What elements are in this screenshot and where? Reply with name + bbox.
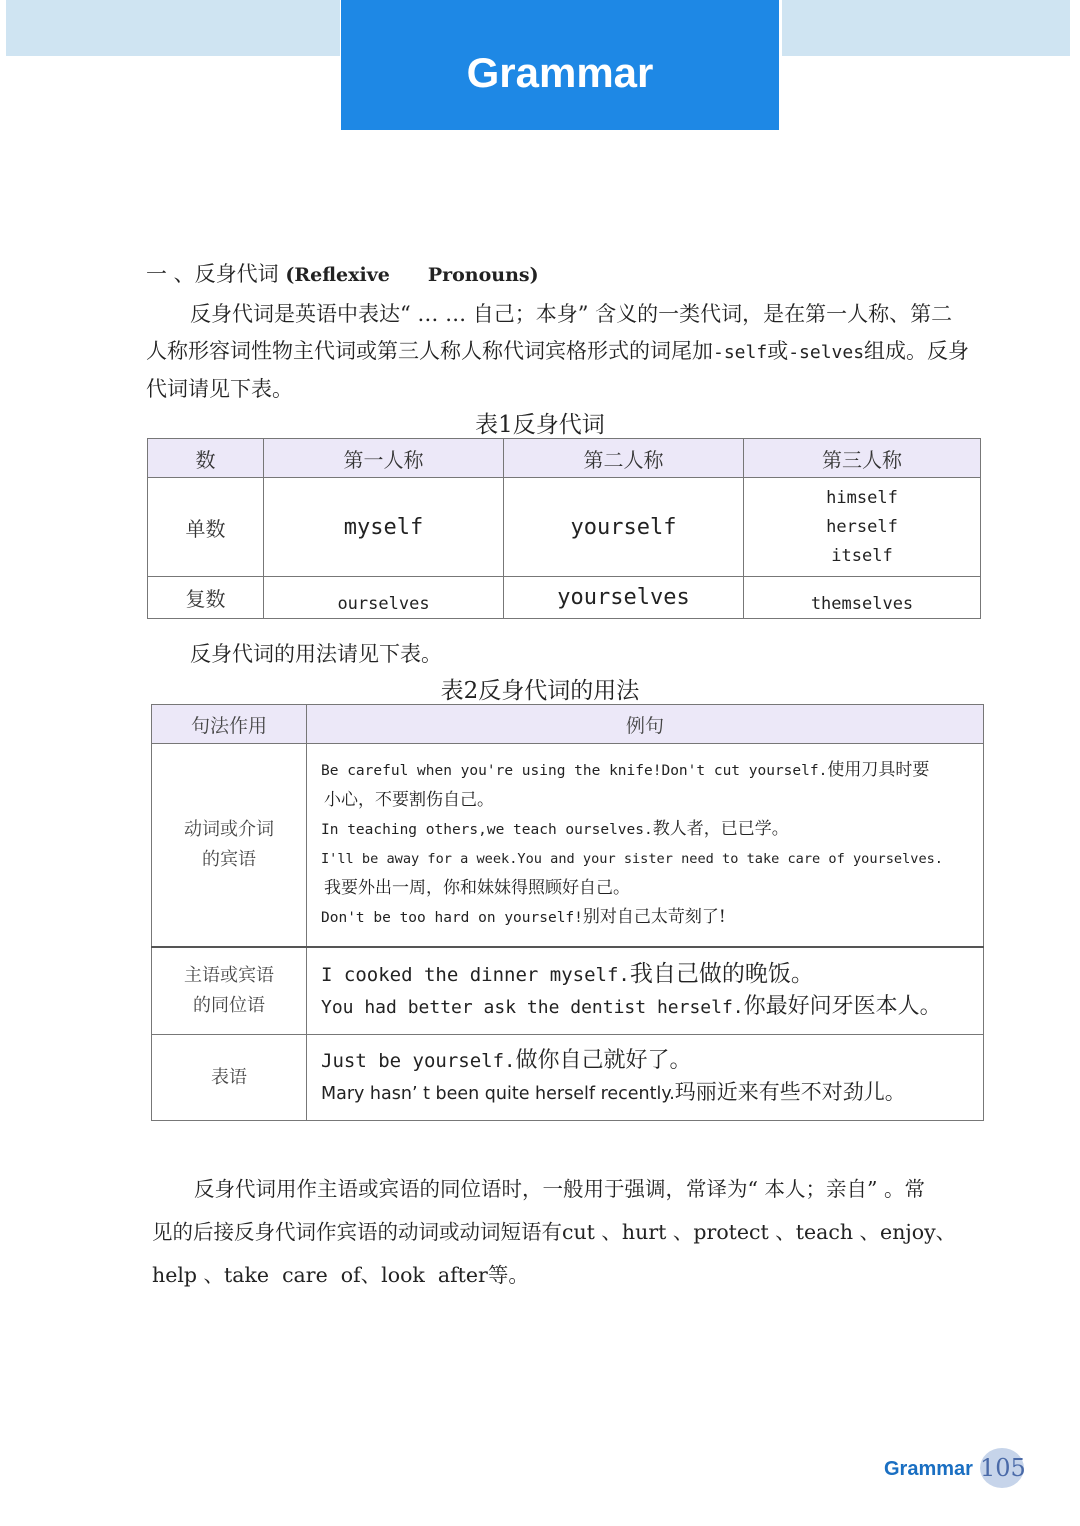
- example-en: In teaching others,we teach ourselves.: [321, 822, 653, 839]
- example-en: Just be yourself.: [321, 1050, 516, 1072]
- usage-examples-predicative: [307, 1035, 984, 1121]
- usage-role-object: [152, 744, 307, 947]
- table-header-cell: 第三人称: [744, 439, 981, 478]
- example-sentence: I'll be away for a week.You and your sister need to take care of yourselves.: [321, 851, 943, 868]
- intro-suffix-selves: -selves: [788, 342, 865, 363]
- intro-line-1: 反身代词是英语中表达“ … … 自己；本身” 含义的一类代词，是在第一人称、第二: [190, 302, 953, 326]
- table-cell: myself: [264, 478, 504, 577]
- footer-label: Grammar: [884, 1458, 973, 1480]
- table-row: [148, 478, 981, 577]
- header-band-right: [782, 0, 1070, 56]
- table-cell: yourself: [504, 478, 744, 577]
- row-label-plural: 复数: [148, 577, 264, 619]
- table-row: [152, 947, 984, 1035]
- example-zh: 玛丽近来有些不对劲儿。: [674, 1080, 906, 1104]
- example-zh: 你最好问牙医本人。: [743, 993, 942, 1019]
- example-sentence: [321, 991, 983, 1023]
- intro-or: 或: [767, 339, 789, 363]
- intro-line-2: [146, 333, 984, 371]
- example-zh: 我自己做的晚饭。: [629, 960, 814, 987]
- table-row: [152, 744, 984, 947]
- section-heading-zh: 一 、反身代词: [146, 262, 279, 286]
- table1-caption: 表1反身代词: [475, 412, 605, 438]
- example-en: You had better ask the dentist herself.: [321, 996, 744, 1018]
- usage-examples-object: [307, 744, 984, 947]
- table-header-row: [148, 439, 981, 478]
- example-en: Be careful when you're using the knife!Don't cut yourself.: [321, 763, 828, 780]
- role-line: 的同位语: [193, 994, 265, 1016]
- table-header-cell: 例句: [307, 705, 984, 744]
- header-band-left: [6, 0, 340, 56]
- page-title: Grammar: [466, 49, 654, 96]
- table-header-cell: 句法作用: [152, 705, 307, 744]
- example-zh: 教人者，已已学。: [652, 819, 789, 840]
- table-cell-line: itself: [831, 545, 893, 566]
- table-cell-third-singular: [744, 478, 981, 577]
- row-label-singular: 单数: [148, 478, 264, 577]
- example-en: I cooked the dinner myself.: [321, 963, 630, 986]
- closing-line-3: help 、take care of、look after等。: [152, 1263, 529, 1287]
- table-row: [148, 577, 981, 619]
- intro-line-2-post: 组成。反身: [864, 339, 970, 363]
- example-sentence: [321, 756, 983, 786]
- table2-caption: 表2反身代词的用法: [440, 678, 640, 704]
- role-line: 表语: [211, 1066, 247, 1088]
- role-line: 动词或介词: [184, 818, 274, 840]
- header-banner: [341, 0, 779, 130]
- reflexive-usage-table: [151, 704, 984, 1121]
- example-sentence: [321, 815, 983, 845]
- example-zh: 我要外出一周，你和妹妹得照顾好自己。: [324, 878, 630, 899]
- example-sentence: [321, 1045, 983, 1077]
- example-sentence: [321, 1077, 983, 1110]
- role-line: 主语或宾语: [184, 964, 274, 986]
- page-number: 105: [980, 1448, 1024, 1488]
- table-cell: ourselves: [264, 577, 504, 619]
- usage-intro: 反身代词的用法请见下表。: [190, 642, 442, 666]
- reflexive-pronoun-table: [147, 438, 981, 619]
- table-header-row: [152, 705, 984, 744]
- table-cell: themselves: [744, 577, 981, 619]
- intro-line-2-pre: 人称形容词性物主代词或第三人称人称代词宾格形式的词尾加: [146, 339, 713, 363]
- closing-paragraph: [152, 1168, 986, 1297]
- intro-suffix-self: -self: [713, 342, 768, 363]
- table-cell: yourselves: [504, 577, 744, 619]
- intro-line-3: 代词请见下表。: [146, 377, 293, 401]
- usage-role-appositive: [152, 947, 307, 1035]
- closing-line-1: 反身代词用作主语或宾语的同位语时，一般用于强调，常译为“ 本人；亲自” 。常: [194, 1177, 925, 1201]
- example-sentence: [321, 959, 983, 991]
- section-heading-en: (Reflexive Pronouns): [285, 264, 539, 286]
- table-cell-line: herself: [826, 516, 898, 537]
- example-sentence: [321, 903, 983, 933]
- example-zh: 使用刀具时要: [827, 760, 930, 781]
- table-row: [152, 1035, 984, 1121]
- example-zh: 做你自己就好了。: [515, 1048, 692, 1073]
- closing-line-2: 见的后接反身代词作宾语的动词或动词短语有cut 、hurt 、protect 、teach 、enjoy、: [152, 1220, 957, 1244]
- table-cell-line: himself: [826, 487, 898, 508]
- table-header-cell: 数: [148, 439, 264, 478]
- example-en: Don't be too hard on yourself!: [321, 910, 583, 927]
- role-line: 的宾语: [202, 848, 256, 870]
- example-zh: 小心，不要割伤自己。: [324, 790, 494, 811]
- intro-paragraph: [146, 296, 984, 408]
- example-en: Mary hasn’ t been quite herself recently.: [321, 1084, 675, 1104]
- example-zh: 别对自己太苛刻了!: [582, 907, 726, 928]
- section-heading: [146, 258, 539, 288]
- table-header-cell: 第一人称: [264, 439, 504, 478]
- table-header-cell: 第二人称: [504, 439, 744, 478]
- usage-examples-appositive: [307, 947, 984, 1035]
- usage-role-predicative: [152, 1035, 307, 1121]
